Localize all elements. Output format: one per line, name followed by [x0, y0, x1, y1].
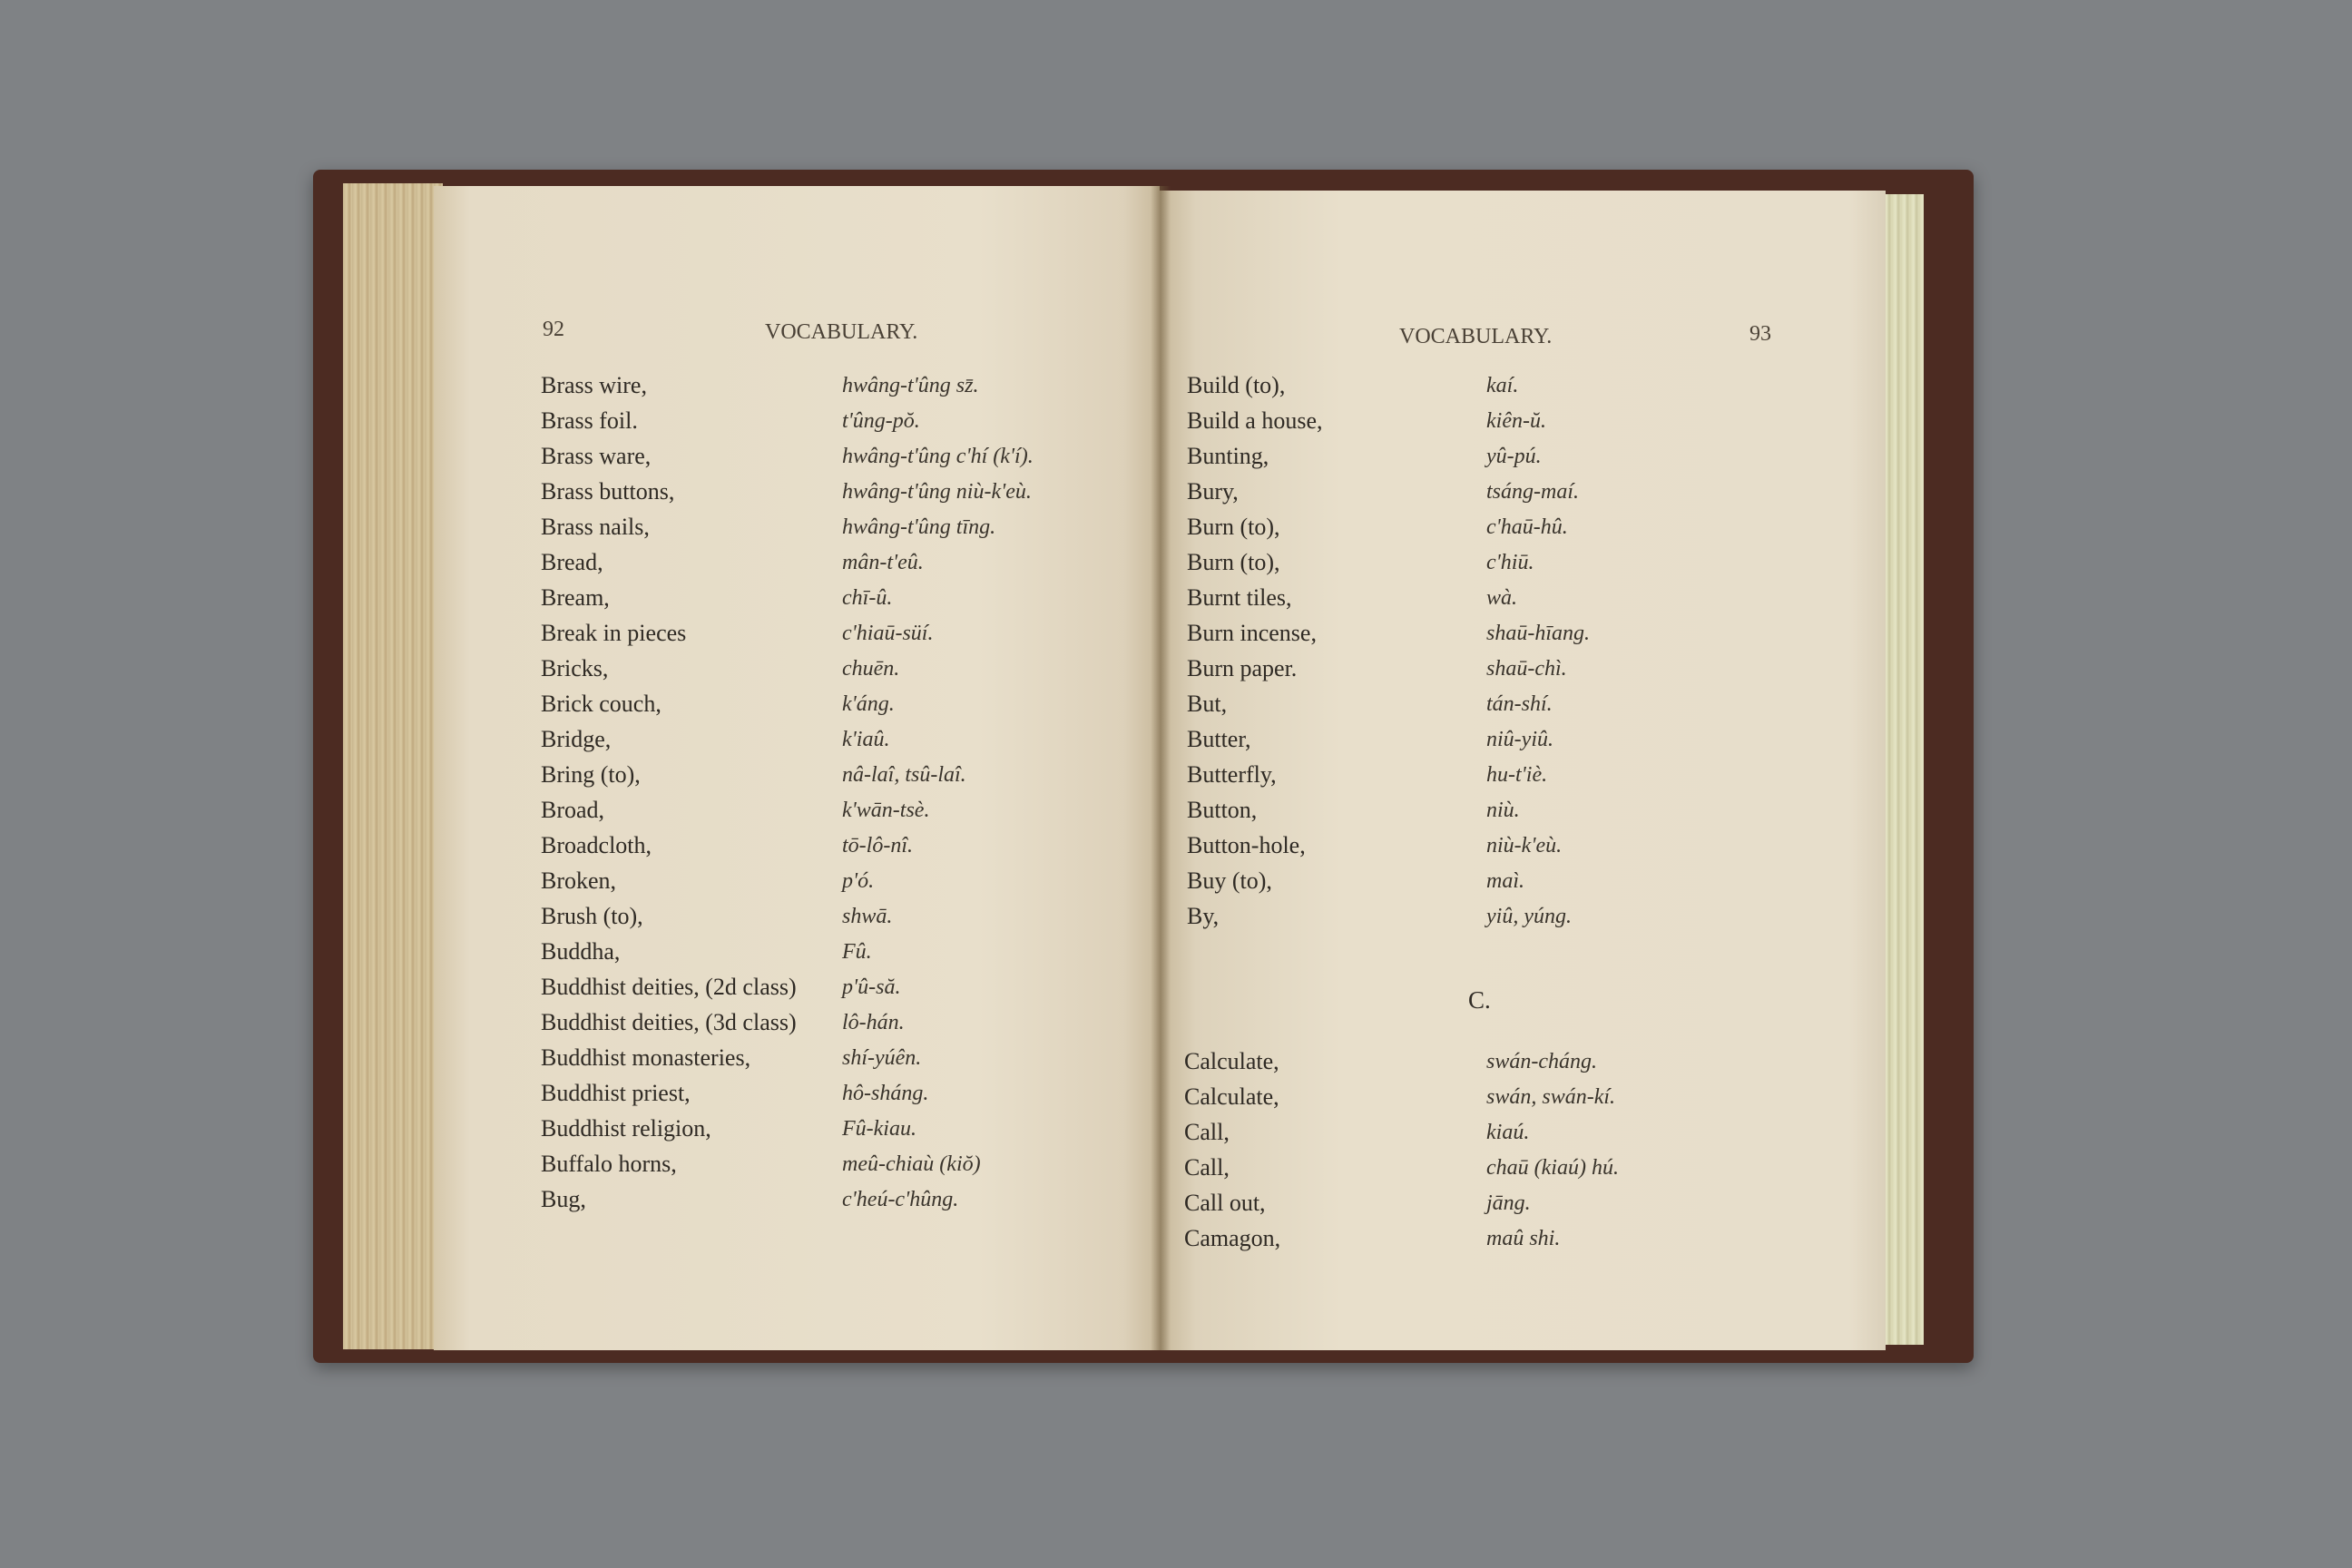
transliteration: hwâng-t'ûng tīng.: [842, 515, 996, 539]
vocab-entry: [1187, 726, 1804, 760]
english-term: Buddhist priest,: [541, 1080, 691, 1106]
vocab-entry: [1184, 1119, 1801, 1153]
vocab-entry: [1184, 1225, 1801, 1259]
vocab-entry: [1187, 407, 1804, 442]
transliteration: kiaú.: [1486, 1121, 1530, 1144]
transliteration: hu-t'iè.: [1486, 763, 1548, 787]
transliteration: maû shi.: [1486, 1227, 1561, 1250]
transliteration: shaū-chì.: [1486, 657, 1567, 681]
vocab-entry: [541, 832, 1158, 867]
vocab-entry: [541, 372, 1158, 407]
transliteration: hwâng-t'ûng sz̄.: [842, 374, 979, 397]
english-term: Bridge,: [541, 726, 612, 752]
transliteration: niù.: [1486, 799, 1520, 822]
left-page: [434, 186, 1160, 1350]
book-gutter: [1151, 186, 1171, 1350]
vocab-entry: [1187, 620, 1804, 654]
transliteration: wà.: [1486, 586, 1518, 610]
vocab-entry: [1187, 584, 1804, 619]
english-term: Buffalo horns,: [541, 1151, 677, 1177]
english-term: Brush (to),: [541, 903, 643, 929]
vocab-entry: [541, 867, 1158, 902]
transliteration: jāng.: [1486, 1191, 1531, 1215]
english-term: Brass foil.: [541, 407, 638, 434]
vocab-entry: [541, 1044, 1158, 1079]
transliteration: shí-yúên.: [842, 1046, 922, 1070]
vocab-entry: [1187, 478, 1804, 513]
transliteration: chaū (kiaú) hú.: [1486, 1156, 1619, 1180]
english-term: Bury,: [1187, 478, 1239, 505]
page-edges-right: [1883, 194, 1924, 1345]
vocab-entry: [541, 1009, 1158, 1044]
transliteration: k'iaû.: [842, 728, 890, 751]
english-term: Butter,: [1187, 726, 1251, 752]
transliteration: swán-cháng.: [1486, 1050, 1597, 1073]
english-term: Broken,: [541, 867, 617, 894]
vocab-entry: [541, 797, 1158, 831]
transliteration: yiû, yúng.: [1486, 905, 1572, 928]
english-term: Buddhist deities, (3d class): [541, 1009, 797, 1035]
vocab-entry: [541, 1115, 1158, 1150]
vocab-entry: [541, 1186, 1158, 1220]
vocab-entry: [541, 726, 1158, 760]
english-term: Buddhist monasteries,: [541, 1044, 751, 1071]
vocab-entry: [541, 1151, 1158, 1185]
english-term: Broad,: [541, 797, 605, 823]
transliteration: chī-û.: [842, 586, 893, 610]
english-term: Calculate,: [1184, 1048, 1279, 1074]
english-term: Bread,: [541, 549, 603, 575]
running-head-left: VOCABULARY.: [765, 320, 918, 344]
vocab-entry: [1184, 1048, 1801, 1083]
vocab-entry: [1184, 1190, 1801, 1224]
transliteration: niû-yiû.: [1486, 728, 1553, 751]
english-term: Buddha,: [541, 938, 621, 965]
english-term: Brass buttons,: [541, 478, 675, 505]
vocab-entry: [1187, 797, 1804, 831]
transliteration: p'ó.: [842, 869, 875, 893]
english-term: Button-hole,: [1187, 832, 1306, 858]
english-term: Camagon,: [1184, 1225, 1281, 1251]
transliteration: shaū-hīang.: [1486, 622, 1590, 645]
english-term: Call,: [1184, 1119, 1230, 1145]
transliteration: Fû-kiau.: [842, 1117, 916, 1141]
vocab-entry: [541, 407, 1158, 442]
vocab-entry: [1187, 372, 1804, 407]
english-term: Broadcloth,: [541, 832, 652, 858]
vocab-entry: [541, 514, 1158, 548]
english-term: Brass wire,: [541, 372, 647, 398]
english-term: Burn (to),: [1187, 514, 1280, 540]
english-term: Bream,: [541, 584, 610, 611]
transliteration: c'hiaū-süí.: [842, 622, 934, 645]
english-term: Butterfly,: [1187, 761, 1277, 788]
english-term: Button,: [1187, 797, 1258, 823]
english-term: Brass nails,: [541, 514, 650, 540]
english-term: Brick couch,: [541, 691, 662, 717]
transliteration: hwâng-t'ûng niù-k'eù.: [842, 480, 1032, 504]
transliteration: chuēn.: [842, 657, 900, 681]
right-page: [1160, 191, 1886, 1350]
english-term: Bricks,: [541, 655, 609, 681]
transliteration: k'áng.: [842, 692, 895, 716]
english-term: Burn incense,: [1187, 620, 1317, 646]
vocab-entry: [541, 478, 1158, 513]
transliteration: swán, swán-kí.: [1486, 1085, 1616, 1109]
english-term: Bring (to),: [541, 761, 641, 788]
english-term: Build a house,: [1187, 407, 1323, 434]
vocab-entry: [1187, 549, 1804, 583]
running-head-right: VOCABULARY.: [1399, 325, 1553, 348]
transliteration: meû-chiaù (kiŏ): [842, 1152, 981, 1176]
vocab-entry: [541, 1080, 1158, 1114]
transliteration: Fû.: [842, 940, 872, 964]
vocab-entry: [541, 549, 1158, 583]
section-letter-c: C.: [1468, 986, 1491, 1014]
english-term: Call out,: [1184, 1190, 1266, 1216]
vocab-entry: [541, 938, 1158, 973]
vocab-entry: [541, 903, 1158, 937]
transliteration: niù-k'eù.: [1486, 834, 1563, 858]
transliteration: k'wān-tsè.: [842, 799, 930, 822]
transliteration: shwā.: [842, 905, 893, 928]
transliteration: nâ-laî, tsû-laî.: [842, 763, 966, 787]
transliteration: p'û-să.: [842, 975, 901, 999]
transliteration: tán-shí.: [1486, 692, 1553, 716]
vocab-entry: [541, 620, 1158, 654]
transliteration: kaí.: [1486, 374, 1519, 397]
vocab-entry: [541, 761, 1158, 796]
transliteration: c'heú-c'hûng.: [842, 1188, 959, 1211]
english-term: Bug,: [541, 1186, 586, 1212]
english-term: Buy (to),: [1187, 867, 1272, 894]
english-term: Brass ware,: [541, 443, 652, 469]
transliteration: c'hiū.: [1486, 551, 1534, 574]
english-term: Burn paper.: [1187, 655, 1298, 681]
transliteration: kiên-ŭ.: [1486, 409, 1546, 433]
vocab-entry: [1184, 1154, 1801, 1189]
vocab-entry: [1187, 903, 1804, 937]
vocab-entry: [541, 443, 1158, 477]
vocab-entry: [541, 974, 1158, 1008]
page-number-left: 92: [543, 318, 564, 341]
english-term: Build (to),: [1187, 372, 1286, 398]
vocab-entry: [1187, 761, 1804, 796]
vocab-entry: [1184, 1083, 1801, 1118]
english-term: Calculate,: [1184, 1083, 1279, 1110]
transliteration: tō-lô-nî.: [842, 834, 913, 858]
vocab-entry: [541, 584, 1158, 619]
transliteration: t'ûng-pŏ.: [842, 409, 920, 433]
vocab-entry: [1187, 691, 1804, 725]
transliteration: lô-hán.: [842, 1011, 905, 1034]
english-term: Buddhist religion,: [541, 1115, 711, 1142]
transliteration: maì.: [1486, 869, 1524, 893]
vocab-entry: [1187, 443, 1804, 477]
page-number-right: 93: [1749, 322, 1771, 346]
vocab-entry: [1187, 655, 1804, 690]
english-term: By,: [1187, 903, 1220, 929]
english-term: Call,: [1184, 1154, 1230, 1181]
transliteration: mân-t'eû.: [842, 551, 924, 574]
english-term: Break in pieces: [541, 620, 687, 646]
page-edges-left: [343, 183, 443, 1349]
vocab-entry: [1187, 514, 1804, 548]
english-term: Buddhist deities, (2d class): [541, 974, 797, 1000]
transliteration: c'haū-hû.: [1486, 515, 1568, 539]
vocab-entry: [541, 655, 1158, 690]
vocab-entry: [541, 691, 1158, 725]
transliteration: hwâng-t'ûng c'hí (k'í).: [842, 445, 1034, 468]
english-term: Burn (to),: [1187, 549, 1280, 575]
english-term: Bunting,: [1187, 443, 1269, 469]
english-term: Burnt tiles,: [1187, 584, 1292, 611]
vocab-entry: [1187, 867, 1804, 902]
transliteration: tsáng-maí.: [1486, 480, 1579, 504]
transliteration: hô-sháng.: [842, 1082, 929, 1105]
english-term: But,: [1187, 691, 1228, 717]
transliteration: yû-pú.: [1486, 445, 1542, 468]
vocab-entry: [1187, 832, 1804, 867]
